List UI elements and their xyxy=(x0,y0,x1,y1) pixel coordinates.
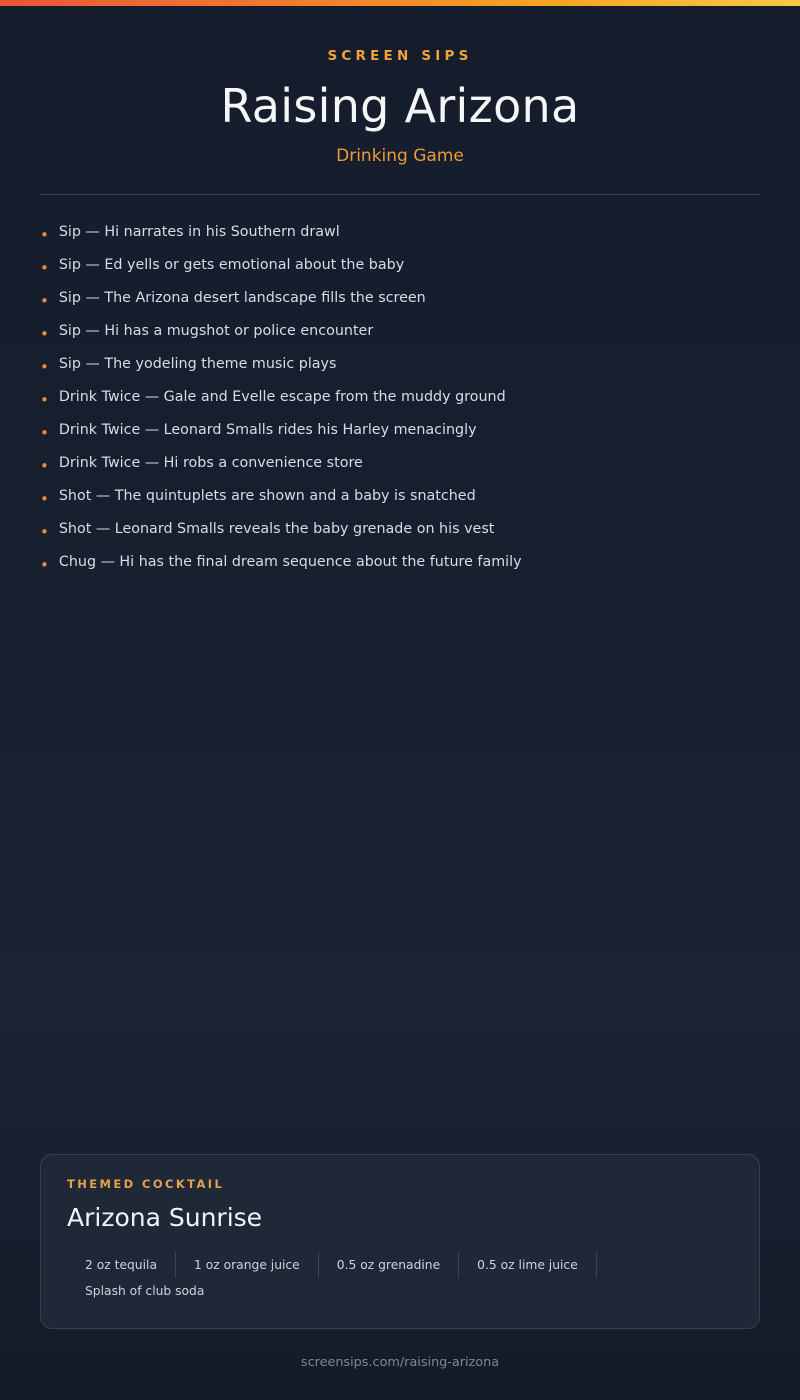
header-divider xyxy=(40,194,760,195)
rule-item xyxy=(40,514,760,547)
rule-text: Sip — Hi narrates in his Southern drawl xyxy=(58,224,340,241)
bullet-icon: • xyxy=(40,457,49,476)
bullet-icon: • xyxy=(40,391,49,410)
bullet-icon: • xyxy=(40,292,49,311)
rule-text: Drink Twice — Hi robs a convenience store xyxy=(58,455,363,472)
rules-list xyxy=(40,217,760,580)
rule-item xyxy=(40,283,760,316)
bullet-icon: • xyxy=(40,226,49,245)
brand-kicker: SCREEN SIPS xyxy=(327,48,473,64)
bullet-icon: • xyxy=(40,325,49,344)
rule-item xyxy=(40,217,760,250)
rule-text: Shot — The quintuplets are shown and a baby is snatched xyxy=(58,488,476,505)
rule-item xyxy=(40,481,760,514)
rule-item xyxy=(40,547,760,580)
footer-url: screensips.com/raising-arizona xyxy=(300,1355,500,1370)
rule-text: Sip — The Arizona desert landscape fills the screen xyxy=(58,290,426,307)
rule-text: Sip — The yodeling theme music plays xyxy=(58,356,337,373)
rule-item xyxy=(40,415,760,448)
page-subtitle: Drinking Game xyxy=(336,145,464,166)
bullet-icon: • xyxy=(40,424,49,443)
page-title: Raising Arizona xyxy=(220,79,580,133)
rule-text: Chug — Hi has the final dream sequence about the future family xyxy=(58,554,522,571)
ingredient-list xyxy=(67,1252,733,1304)
rule-item xyxy=(40,382,760,415)
rule-text: Sip — Ed yells or gets emotional about the baby xyxy=(58,257,405,274)
top-accent-bar xyxy=(0,0,800,6)
ingredient-item: 2 oz tequila xyxy=(67,1252,176,1278)
ingredient-item: 0.5 oz lime juice xyxy=(459,1252,597,1278)
ingredient-item: 0.5 oz grenadine xyxy=(319,1252,459,1278)
cocktail-kicker: THEMED COCKTAIL xyxy=(67,1177,225,1191)
rule-item xyxy=(40,250,760,283)
rule-text: Drink Twice — Leonard Smalls rides his Harley menacingly xyxy=(58,422,477,439)
ingredient-item: 1 oz orange juice xyxy=(176,1252,319,1278)
bullet-icon: • xyxy=(40,556,49,575)
rule-item xyxy=(40,349,760,382)
layout-spacer xyxy=(0,580,800,1154)
rule-text: Drink Twice — Gale and Evelle escape from the muddy ground xyxy=(58,389,506,406)
bullet-icon: • xyxy=(40,523,49,542)
rule-item xyxy=(40,316,760,349)
bullet-icon: • xyxy=(40,358,49,377)
hero-header xyxy=(0,0,800,195)
cocktail-name: Arizona Sunrise xyxy=(67,1203,263,1232)
rule-text: Sip — Hi has a mugshot or police encounter xyxy=(58,323,374,340)
ingredient-item: Splash of club soda xyxy=(85,1284,205,1298)
rule-item xyxy=(40,448,760,481)
bullet-icon: • xyxy=(40,490,49,509)
bullet-icon: • xyxy=(40,259,49,278)
rule-text: Shot — Leonard Smalls reveals the baby grenade on his vest xyxy=(58,521,495,538)
cocktail-card xyxy=(40,1154,760,1329)
